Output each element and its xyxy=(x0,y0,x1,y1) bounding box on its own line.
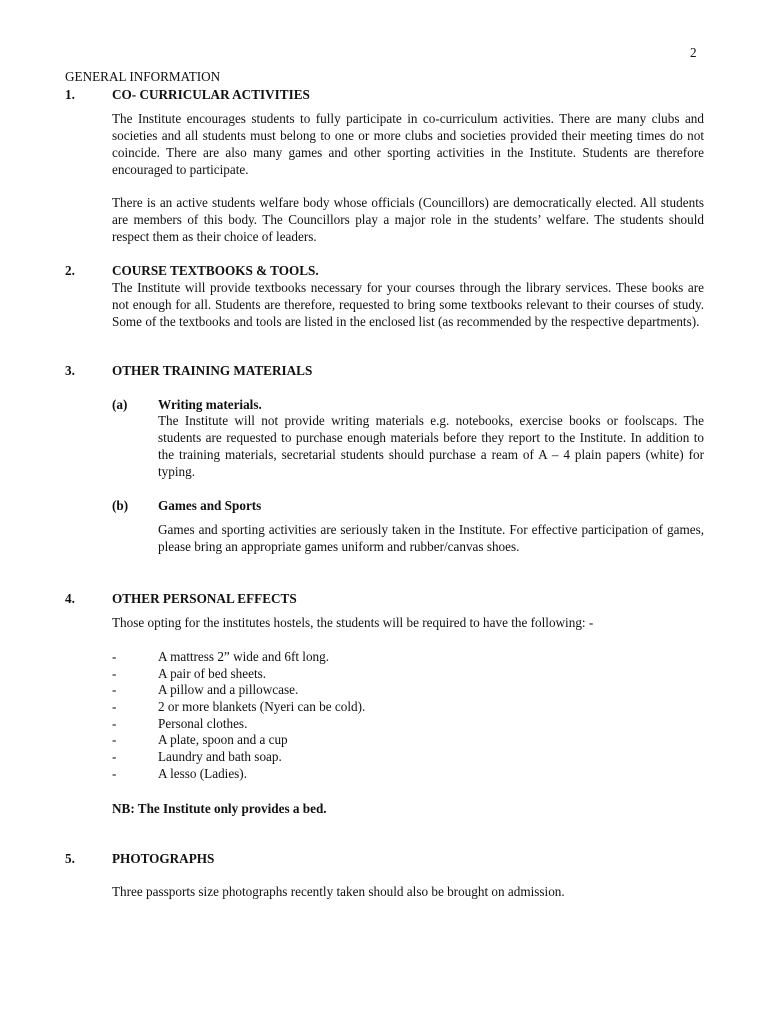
list-item-text: Personal clothes. xyxy=(158,715,248,731)
dash-bullet: - xyxy=(112,665,117,681)
personal-effects-list xyxy=(112,648,365,782)
list-item-text: 2 or more blankets (Nyeri can be cold). xyxy=(158,699,366,715)
section-1-paragraph-2: There is an active students welfare body whose officials (Councillors) are democratically elected. All students are members of this body. The Councillors play a major role in the students’ welfare. The students should respect them as their choice of leaders. xyxy=(112,195,704,244)
section-2-paragraph: The Institute will provide textbooks necessary for your courses through the library services. These books are not enough for all. Students are therefore, requested to bring some textbooks relevant to their courses of study. Some of the textbooks and tools are listed in the enclosed list (as recommended by the respective departments). xyxy=(112,280,704,329)
list-item xyxy=(112,665,365,682)
list-item xyxy=(112,681,365,698)
list-item xyxy=(112,648,365,665)
section-2-number: 2. xyxy=(65,263,75,278)
section-5-number: 5. xyxy=(65,851,75,866)
section-1-number: 1. xyxy=(65,87,75,102)
section-1-title: CO- CURRICULAR ACTIVITIES xyxy=(112,87,310,102)
list-item-text: A pair of bed sheets. xyxy=(158,665,267,681)
dash-bullet: - xyxy=(112,649,117,664)
section-4-title: OTHER PERSONAL EFFECTS xyxy=(112,591,297,606)
list-item-text: A pillow and a pillowcase. xyxy=(158,682,299,698)
section-5-paragraph: Three passports size photographs recently taken should also be brought on admission. xyxy=(112,884,565,899)
subsection-a-text: The Institute will not provide writing materials e.g. notebooks, exercise books or foolscaps. The students are requested to purchase enough materials before they report to the Institute. In addition to the training materials, secretarial students should purchase a ream of A – 4 plain papers (white) for typing. xyxy=(158,413,704,479)
general-information-heading: GENERAL INFORMATION xyxy=(65,69,221,84)
list-item-text: A plate, spoon and a cup xyxy=(158,732,288,748)
subsection-b-label: (b) xyxy=(112,498,129,513)
dash-bullet: - xyxy=(112,749,117,765)
list-item-text: A lesso (Ladies). xyxy=(158,765,247,781)
dash-bullet: - xyxy=(112,682,117,698)
section-4-number: 4. xyxy=(65,591,75,606)
subsection-a-title: Writing materials. xyxy=(158,397,262,412)
list-item xyxy=(112,765,365,782)
list-item xyxy=(112,715,365,732)
dash-bullet: - xyxy=(112,732,117,748)
list-item xyxy=(112,698,365,715)
list-item-text: A mattress 2” wide and 6ft long. xyxy=(158,649,330,664)
subsection-b-text: Games and sporting activities are seriously taken in the Institute. For effective participation of games, please bring an appropriate games uniform and rubber/canvas shoes. xyxy=(158,522,704,554)
dash-bullet: - xyxy=(112,715,117,731)
section-3-title: OTHER TRAINING MATERIALS xyxy=(112,363,313,378)
subsection-a-label: (a) xyxy=(112,397,128,412)
list-item xyxy=(112,731,365,748)
section-5-title: PHOTOGRAPHS xyxy=(112,851,215,866)
dash-bullet: - xyxy=(112,765,117,781)
list-item-text: Laundry and bath soap. xyxy=(158,749,282,765)
section-4-note: NB: The Institute only provides a bed. xyxy=(112,801,327,816)
subsection-b-title: Games and Sports xyxy=(158,498,262,513)
dash-bullet: - xyxy=(112,699,117,715)
section-3-number: 3. xyxy=(65,363,75,378)
section-2-title: COURSE TEXTBOOKS & TOOLS. xyxy=(112,263,319,278)
list-item xyxy=(112,748,365,765)
section-1-paragraph-1: The Institute encourages students to fully participate in co-curriculum activities. There are many clubs and societies and all students must belong to one or more clubs and societies provided their meeting times do not coincide. There are also many games and other sporting activities in the Institute. Students are therefore encouraged to participate. xyxy=(112,111,704,177)
page-number: 2 xyxy=(690,45,697,60)
section-4-intro: Those opting for the institutes hostels, the students will be required to have the following: - xyxy=(112,615,594,630)
